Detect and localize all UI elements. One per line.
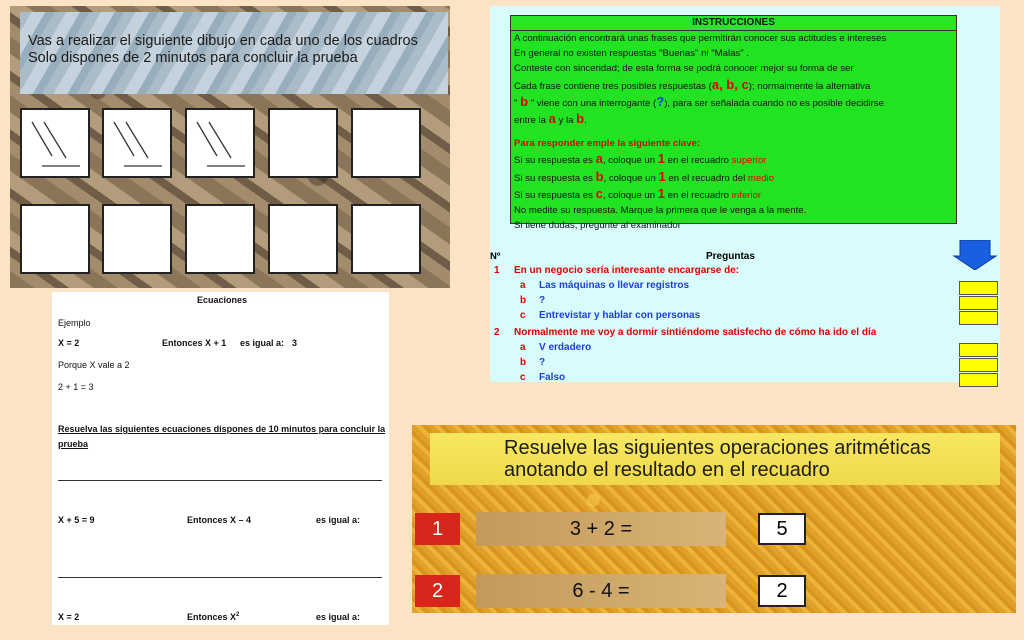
option-text: Entrevistar y hablar con personas — [539, 310, 701, 321]
option-text: Las máquinas o llevar registros — [539, 280, 690, 291]
answer-box[interactable] — [959, 343, 998, 357]
drawing-box[interactable] — [268, 108, 338, 178]
sample-drawing-icon — [104, 110, 170, 176]
drawing-instructions — [28, 33, 418, 67]
equation-2-given: X = 2 — [58, 612, 80, 622]
option-letter: a — [520, 342, 526, 353]
drawing-instruction-line1: Vas a realizar el siguiente dibujo en cada uno de los cuadros — [28, 33, 418, 49]
option-text: ? — [539, 295, 546, 306]
example-result: 3 — [292, 338, 298, 348]
drawing-box[interactable] — [351, 204, 421, 274]
answer-input[interactable]: 2 — [758, 575, 806, 607]
drawing-box[interactable] — [20, 204, 90, 274]
option-text: Falso — [539, 372, 566, 383]
divider — [58, 577, 382, 578]
option-letter: c — [520, 310, 526, 321]
equation-1-equal-label: es igual a: — [316, 515, 361, 525]
instruction-line: Si tiene dudas, pregunte al examinador — [514, 220, 681, 232]
option-letter: c — [520, 372, 526, 383]
drawing-box[interactable] — [102, 108, 172, 178]
equation-2-expression: Entonces $X^2$ — [187, 612, 240, 622]
row-number: 2 — [415, 575, 460, 607]
arithmetic-instructions — [504, 437, 931, 481]
operation: 3 + 2 = — [476, 512, 726, 546]
row-number: 1 — [415, 513, 460, 545]
instruction-line: A continuación encontrará unas frases que permitirán conocer sus actitudes e intereses — [514, 33, 887, 44]
question-number: 1 — [494, 265, 500, 276]
drawing-box[interactable] — [185, 204, 255, 274]
question-text: En un negocio sería interesante encargarse de: — [514, 265, 740, 276]
drawing-box[interactable] — [268, 204, 338, 274]
sample-drawing-icon — [22, 110, 88, 176]
arithmetic-instruction-line1: Resuelve las siguientes operaciones aritméticas — [504, 437, 931, 459]
arithmetic-panel — [412, 425, 1016, 613]
option-letter: b — [520, 295, 527, 306]
column-header-number: Nº — [490, 251, 501, 262]
instructions-title: INSTRUCCIONES — [511, 16, 956, 31]
instruction-line: Cada frase contiene tres posibles respuestas (a, b, c); normalmente la alternativa — [514, 76, 871, 92]
equations-task-line1: Resuelva las siguientes ecuaciones dispones de 10 minutos para concluir la — [58, 424, 386, 434]
question-text: Normalmente me voy a dormir sintiéndome satisfecho de cómo ha ido el día — [514, 327, 877, 338]
option-letter: b — [520, 357, 527, 368]
drawing-box[interactable] — [20, 108, 90, 178]
answer-input[interactable]: 5 — [758, 513, 806, 545]
sample-drawing-icon — [187, 110, 253, 176]
drawing-box[interactable] — [102, 204, 172, 274]
instruction-line: " b " viene con una interrogante (?), para ser señalada cuando no es posible decidirse — [514, 93, 884, 109]
example-equal-label: es igual a: — [240, 338, 285, 348]
drawing-box[interactable] — [185, 108, 255, 178]
key-line-a: Si su respuesta es a, coloque un 1 en el recuadro superior — [514, 151, 767, 167]
key-line-c: Si su respuesta es c, coloque un 1 en el recuadro inferior — [514, 185, 762, 201]
instructions-box — [510, 15, 957, 232]
instruction-line: entre la a y la b. — [514, 111, 587, 127]
divider — [58, 480, 382, 481]
option-letter: a — [520, 280, 526, 291]
arithmetic-instruction-line2: anotando el resultado en el recuadro — [504, 459, 830, 481]
equations-panel — [52, 292, 389, 625]
key-title: Para responder emple la siguiente clave: — [514, 138, 701, 150]
example-reason: Porque X vale a 2 — [58, 360, 130, 370]
answer-box[interactable] — [959, 296, 998, 310]
equation-1-expression: Entonces X – 4 — [187, 515, 252, 525]
equation-1-given: X + 5 = 9 — [58, 515, 95, 525]
equation-2-equal-label: es igual a: — [316, 612, 361, 622]
option-text: V erdadero — [539, 342, 592, 353]
key-line-b: Si su respuesta es b, coloque un 1 en el recuadro del medio — [514, 168, 775, 184]
instruction-line: En general no existen respuestas "Buenas" ni "Malas" . — [514, 48, 749, 60]
drawing-instruction-line2: Solo dispones de 2 minutos para concluir la prueba — [28, 50, 358, 66]
equations-task-line2: prueba — [58, 439, 89, 449]
questionnaire-panel — [490, 6, 1000, 382]
example-calc: 2 + 1 = 3 — [58, 382, 94, 392]
answer-box[interactable] — [959, 373, 998, 387]
example-label: Ejemplo — [58, 318, 91, 328]
equations-title: Ecuaciones — [197, 295, 248, 305]
column-header-questions: Preguntas — [706, 251, 755, 262]
instruction-line: No medite su respuesta. Marque la primera que le venga a la mente. — [514, 205, 807, 217]
drawing-test-panel — [10, 6, 450, 288]
operation: 6 - 4 = — [476, 574, 726, 608]
answer-box[interactable] — [959, 281, 998, 295]
arrow-down-icon — [942, 240, 998, 270]
question-number: 2 — [494, 327, 500, 338]
answer-box[interactable] — [959, 358, 998, 372]
drawing-box[interactable] — [351, 108, 421, 178]
example-given: X = 2 — [58, 338, 80, 348]
answer-box[interactable] — [959, 311, 998, 325]
instruction-line: Conteste con sinceridad; de esta forma se podrá conocer mejor su forma de ser — [514, 63, 854, 75]
example-expression: Entonces X + 1 — [162, 338, 227, 348]
option-text: ? — [539, 357, 546, 368]
